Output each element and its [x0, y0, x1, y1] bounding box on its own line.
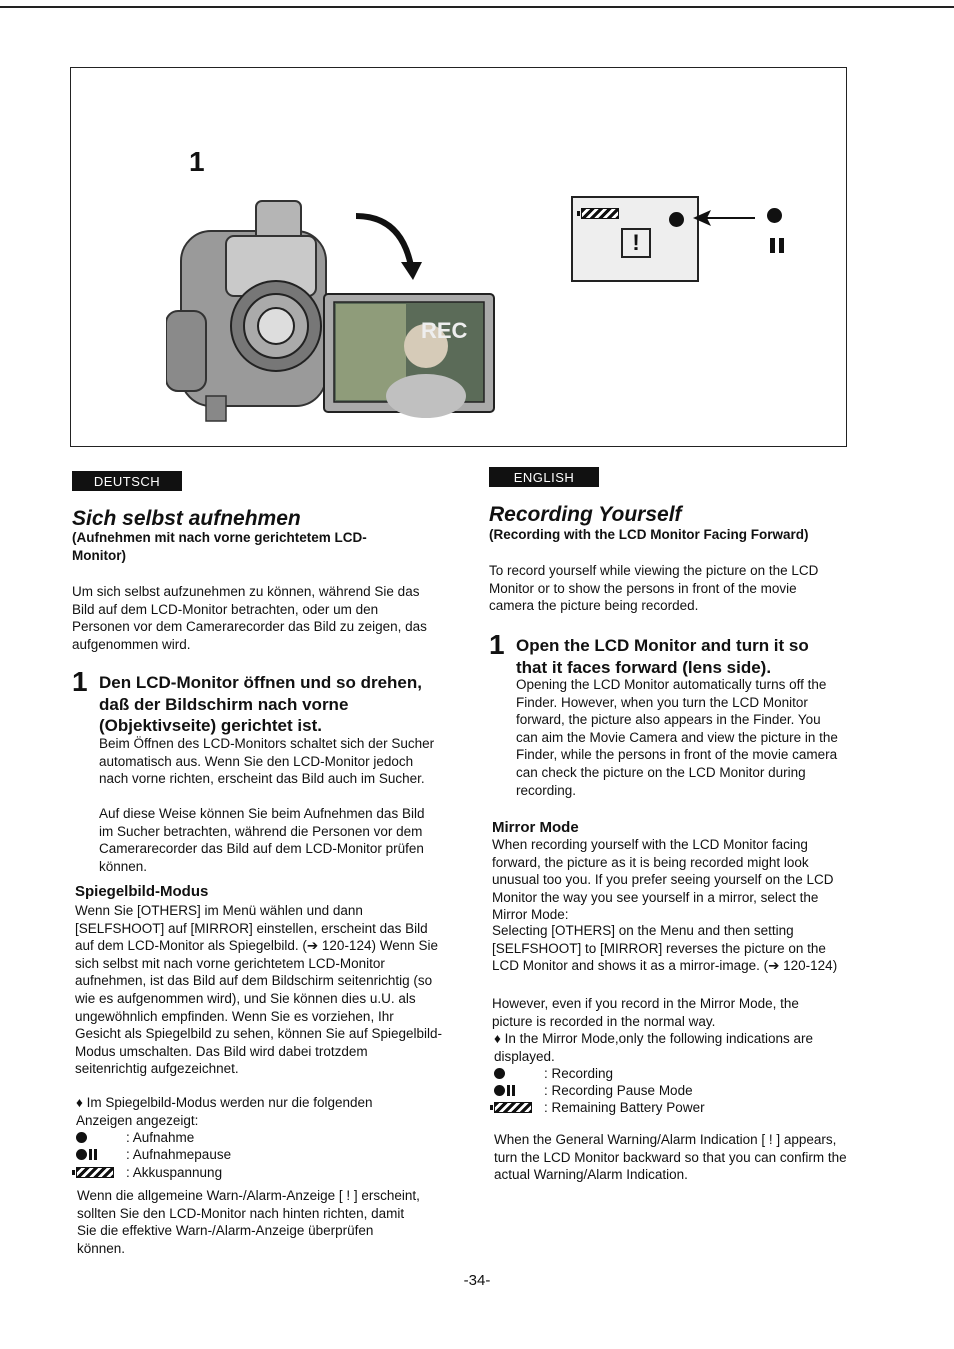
- recording-dot-icon: [494, 1068, 505, 1079]
- step-body-de-1: Beim Öffnen des LCD-Monitors schaltet sich der Sucher automatisch aus. Wenn Sie den LCD-Monitor jedoch nach vorne richten, erscheint das Bild auch im Sucher.: [99, 736, 435, 787]
- step-heading-de: Den LCD-Monitor öffnen und so drehen, daß der Bildschirm nach vorne (Objektivseite) gerichtet ist.: [99, 673, 422, 735]
- battery-icon: [76, 1167, 114, 1178]
- language-label-deutsch: DEUTSCH: [72, 471, 182, 491]
- indicator-pause-de: : Aufnahmepause: [76, 1146, 231, 1163]
- lcd-indicator-inset: [571, 196, 699, 282]
- step-body-de-2: Auf diese Weise können Sie beim Aufnehmen das Bild im Sucher betrachten, während die Personen vor dem Camerarecorder das Bild auf dem LCD-Monitor prüfen können.: [99, 806, 425, 874]
- intro-text-de: Um sich selbst aufzunehmen zu können, während Sie das Bild auf dem LCD-Monitor betrachten, oder um den Personen vor dem Camerarecorder das Bild zu zeigen, das aufgenommen wird.: [72, 584, 427, 652]
- indicator-recording-en: : Recording: [494, 1065, 613, 1082]
- rec-label: REC: [421, 318, 468, 343]
- step-number-de: 1: [72, 666, 88, 697]
- step-body-en: Opening the LCD Monitor automatically turns off the Finder. However, when you turn the LCD Monitor forward, the picture also appears in the Finder. You can aim the Movie Camera and view the picture in the Finder, while the persons in front of the movie camera can check the picture on the LCD Monitor during recording.: [516, 677, 838, 798]
- warning-note-en: When the General Warning/Alarm Indication [ ! ] appears, turn the LCD Monitor backward so that you can confirm the actual Warning/Alarm Indication.: [494, 1132, 847, 1183]
- mirror-heading-en: Mirror Mode: [492, 819, 579, 836]
- mirror-body-de: Wenn Sie [OTHERS] im Menü wählen und dann [SELFSHOOT] auf [MIRROR] einstellen, erscheint das Bild auf dem LCD-Monitor als Spiegelbild. (➔ 120-124) Wenn Sie sich selbst mit nach vorne gerichtetem LCD-Monitor aufnehmen, ist das Bild auf dem Bildschirm seitenrichtig (so wie es aufgenommen wird), und Sie können dies u.U. als ungewöhnlich empfinden. Wenn Sie es vorziehen, Ihr Gesicht als Spiegelbild zu sehen, können Sie auf Spiegelbild-Modus umschalten. Das Bild wird dabei trotzdem seitenrichtig aufgezeichnet.: [75, 903, 442, 1077]
- mirror-body-en-3: However, even if you record in the Mirror Mode, the picture is recorded in the normal way.: [492, 996, 799, 1029]
- battery-icon: [581, 208, 619, 219]
- indicator-pause-en: : Recording Pause Mode: [494, 1082, 693, 1099]
- indicator-battery-de: : Akkuspannung: [76, 1164, 222, 1181]
- mirror-body-en-2: Selecting [OTHERS] on the Menu and then setting [SELFSHOOT] to [MIRROR] reverses the picture on the LCD Monitor and shows it as a mirror-image. (➔ 120-124): [492, 923, 838, 974]
- mirror-heading-de: Spiegelbild-Modus: [75, 883, 209, 900]
- warning-indicator: !: [621, 228, 651, 258]
- section-title-en: Recording Yourself: [489, 503, 682, 526]
- indicator-recording-de: : Aufnahme: [76, 1129, 194, 1146]
- recording-pause-icon: [494, 1085, 544, 1096]
- illustration-frame: [70, 67, 847, 447]
- recording-pause-icon: [76, 1149, 126, 1160]
- step-number-en: 1: [489, 629, 505, 660]
- mirror-body-en-1: When recording yourself with the LCD Monitor facing forward, the picture as it is being recorded might look unusual too you. If you prefer seeing yourself on the LCD Monitor the way you see yourself in a mirror, select the Mirror Mode:: [492, 837, 834, 923]
- intro-text-en: To record yourself while viewing the picture on the LCD Monitor or to show the persons in front of the movie camera the picture being recorded.: [489, 563, 819, 614]
- figure-step-number: 1: [189, 146, 205, 177]
- pointer-arrow-icon: [693, 204, 763, 234]
- camcorder-illustration: [166, 196, 496, 426]
- top-rule: [0, 6, 954, 8]
- section-title-de: Sich selbst aufnehmen: [72, 507, 301, 530]
- bullet-intro-en: ♦ In the Mirror Mode,only the following indications are displayed.: [494, 1031, 814, 1064]
- page-number: -34-: [463, 1272, 491, 1289]
- pause-icon-legend: [768, 238, 784, 258]
- recording-dot-icon: [76, 1132, 87, 1143]
- indicator-battery-en: : Remaining Battery Power: [494, 1099, 705, 1116]
- step-heading-en: Open the LCD Monitor and turn it so that it faces forward (lens side).: [516, 636, 809, 677]
- recording-dot-icon-legend: [767, 208, 782, 223]
- battery-icon: [494, 1102, 532, 1113]
- bullet-intro-de: ♦ Im Spiegelbild-Modus werden nur die folgenden Anzeigen angezeigt:: [76, 1095, 373, 1128]
- section-subtitle-de: (Aufnehmen mit nach vorne gerichtetem LCD-Monitor): [72, 530, 367, 563]
- warning-note-de: Wenn die allgemeine Warn-/Alarm-Anzeige [ ! ] erscheint, sollten Sie den LCD-Monitor nach hinten richten, damit Sie die effektive Warn-/Alarm-Anzeige überprüfen können.: [77, 1188, 420, 1256]
- language-label-english: ENGLISH: [489, 467, 599, 487]
- section-subtitle-en: (Recording with the LCD Monitor Facing Forward): [489, 527, 809, 542]
- recording-dot-icon: [669, 212, 684, 227]
